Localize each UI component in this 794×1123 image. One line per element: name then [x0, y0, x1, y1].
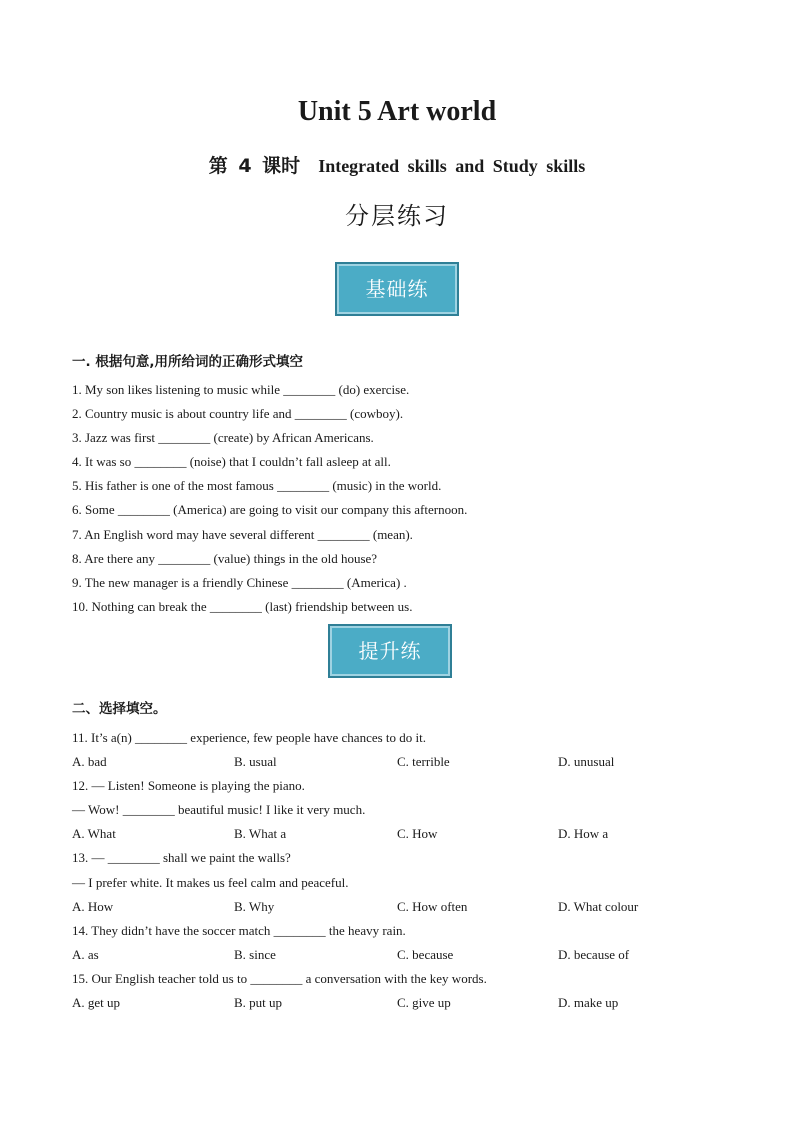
- option-b: B. Why: [234, 898, 275, 914]
- option-d: D. make up: [558, 995, 619, 1011]
- lesson-number: 第 4 课时: [208, 155, 301, 177]
- exercise-item-5: 5. His father is one of the most famous ________ (music) in the world.: [72, 478, 442, 494]
- advanced-level-banner: 提升练: [328, 624, 452, 678]
- question-11-options: [72, 750, 722, 774]
- exercise-item-1: 1. My son likes listening to music while ________ (do) exercise.: [72, 382, 410, 397]
- option-d: D. How a: [558, 826, 609, 842]
- option-a: A. How: [72, 898, 114, 914]
- exercise-item-10: 10. Nothing can break the ________ (last) friendship between us.: [72, 598, 413, 614]
- question-12-options: [72, 822, 722, 846]
- option-a: A. as: [72, 946, 99, 962]
- question-15-options: [72, 991, 722, 1015]
- multiple-choice-list: [72, 726, 722, 1015]
- option-c: C. terrible: [397, 754, 450, 770]
- option-b: B. What a: [234, 826, 287, 842]
- question-12-stem: 12. — Listen! Someone is playing the piano.: [72, 778, 305, 794]
- question-14-options: [72, 943, 722, 967]
- exercise-item-3: 3. Jazz was first ________ (create) by African Americans.: [72, 430, 374, 446]
- exercise-item-8: 8. Are there any ________ (value) things in the old house?: [72, 550, 378, 566]
- basic-level-banner: 基础练: [335, 262, 459, 316]
- option-b: B. put up: [234, 995, 283, 1011]
- question-15-stem: 15. Our English teacher told us to ________ a conversation with the key words.: [72, 970, 487, 986]
- section-1-title: 一. 根据句意,用所给词的正确形式填空: [72, 354, 303, 370]
- option-c: C. because: [397, 946, 454, 962]
- option-b: B. usual: [234, 754, 277, 770]
- section-2-title: 二、选择填空。: [72, 701, 167, 717]
- exercise-item-9: 9. The new manager is a friendly Chinese ________ (America) .: [72, 574, 407, 590]
- exercise-item-6: 6. Some ________ (America) are going to visit our company this afternoon.: [72, 502, 468, 518]
- question-13-options: [72, 895, 722, 919]
- exercise-item-2: 2. Country music is about country life and ________ (cowboy).: [72, 406, 404, 422]
- option-c: C. give up: [397, 995, 451, 1011]
- exercise-item-4: 4. It was so ________ (noise) that I couldn’t fall asleep at all.: [72, 454, 391, 470]
- fill-in-list: [72, 378, 722, 619]
- page-title: Unit 5 Art world: [297, 96, 497, 127]
- option-b: B. since: [234, 946, 276, 962]
- option-a: A. What: [72, 826, 116, 842]
- option-a: A. get up: [72, 995, 121, 1011]
- lesson-topic: Integrated skills and Study skills: [318, 156, 586, 176]
- option-c: C. How: [397, 826, 438, 842]
- lesson-subtitle: [0, 152, 794, 180]
- exercise-item-7: 7. An English word may have several different ________ (mean).: [72, 526, 413, 542]
- option-d: D. because of: [558, 946, 630, 962]
- option-a: A. bad: [72, 754, 107, 770]
- question-14-stem: 14. They didn’t have the soccer match ________ the heavy rain.: [72, 922, 406, 938]
- option-d: D. What colour: [558, 898, 639, 914]
- question-13-stem: 13. — ________ shall we paint the walls?: [72, 850, 291, 866]
- question-13-dialogue: — I prefer white. It makes us feel calm and peaceful.: [72, 874, 349, 890]
- option-c: C. How often: [397, 898, 468, 914]
- section-heading: 分层练习: [345, 202, 449, 230]
- question-11-stem: 11. It’s a(n) ________ experience, few people have chances to do it.: [72, 730, 427, 745]
- option-d: D. unusual: [558, 754, 615, 770]
- question-12-dialogue: — Wow! ________ beautiful music! I like it very much.: [72, 802, 366, 818]
